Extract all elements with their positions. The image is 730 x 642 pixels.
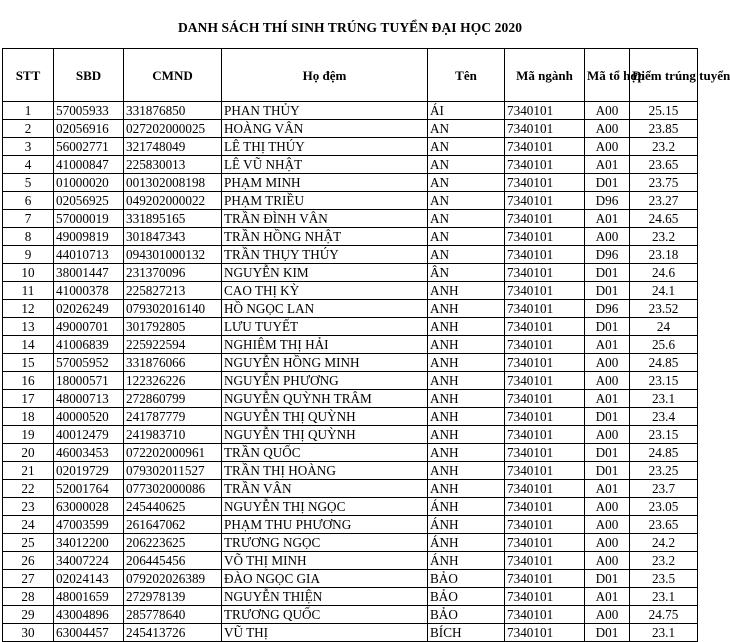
cell-cmnd: 231370096 <box>124 264 222 282</box>
cell-ma-nganh: 7340101 <box>505 174 585 192</box>
cell-ho-dem: PHẠM MINH <box>222 174 428 192</box>
cell-ho-dem: TRẦN ĐÌNH VÂN <box>222 210 428 228</box>
cell-ho-dem: NGHIÊM THỊ HẢI <box>222 336 428 354</box>
cell-sbd: 63000028 <box>54 498 124 516</box>
header-sbd: SBD <box>54 49 124 102</box>
cell-ten: ANH <box>428 336 505 354</box>
cell-ten: AN <box>428 138 505 156</box>
table-row <box>3 102 698 120</box>
table-row <box>3 174 698 192</box>
cell-stt: 8 <box>3 228 54 246</box>
cell-ho-dem: VÕ THỊ MINH <box>222 552 428 570</box>
header-stt: STT <box>3 49 54 102</box>
cell-stt: 17 <box>3 390 54 408</box>
cell-sbd: 02024143 <box>54 570 124 588</box>
cell-stt: 7 <box>3 210 54 228</box>
cell-diem: 23.5 <box>630 570 698 588</box>
cell-ma-nganh: 7340101 <box>505 390 585 408</box>
cell-cmnd: 301847343 <box>124 228 222 246</box>
cell-sbd: 52001764 <box>54 480 124 498</box>
table-row <box>3 120 698 138</box>
cell-ho-dem: NGUYỄN HỒNG MINH <box>222 354 428 372</box>
cell-stt: 2 <box>3 120 54 138</box>
table-row <box>3 354 698 372</box>
cell-to-hop: A00 <box>585 516 630 534</box>
cell-cmnd: 241787779 <box>124 408 222 426</box>
cell-diem: 23.85 <box>630 120 698 138</box>
cell-to-hop: A00 <box>585 372 630 390</box>
cell-diem: 23.2 <box>630 138 698 156</box>
cell-ma-nganh: 7340101 <box>505 588 585 606</box>
cell-diem: 23.2 <box>630 228 698 246</box>
cell-stt: 19 <box>3 426 54 444</box>
cell-stt: 25 <box>3 534 54 552</box>
cell-diem: 24.85 <box>630 444 698 462</box>
cell-ma-nganh: 7340101 <box>505 102 585 120</box>
cell-diem: 23.25 <box>630 462 698 480</box>
cell-to-hop: D96 <box>585 192 630 210</box>
cell-cmnd: 285778640 <box>124 606 222 624</box>
cell-ma-nganh: 7340101 <box>505 192 585 210</box>
cell-diem: 23.75 <box>630 174 698 192</box>
cell-ho-dem: HỒ NGỌC LAN <box>222 300 428 318</box>
cell-sbd: 34007224 <box>54 552 124 570</box>
cell-stt: 29 <box>3 606 54 624</box>
cell-ten: ANH <box>428 408 505 426</box>
cell-ma-nganh: 7340101 <box>505 282 585 300</box>
cell-ma-nganh: 7340101 <box>505 300 585 318</box>
cell-sbd: 18000571 <box>54 372 124 390</box>
cell-diem: 24.85 <box>630 354 698 372</box>
cell-ten: ÁI <box>428 102 505 120</box>
cell-ma-nganh: 7340101 <box>505 624 585 642</box>
cell-sbd: 02056925 <box>54 192 124 210</box>
cell-ten: ANH <box>428 426 505 444</box>
table-row <box>3 516 698 534</box>
cell-ma-nganh: 7340101 <box>505 552 585 570</box>
cell-ten: AN <box>428 174 505 192</box>
cell-cmnd: 027202000025 <box>124 120 222 138</box>
cell-ten: AN <box>428 210 505 228</box>
cell-ho-dem: TRẦN QUỐC <box>222 444 428 462</box>
cell-stt: 30 <box>3 624 54 642</box>
cell-to-hop: A00 <box>585 534 630 552</box>
cell-sbd: 56002771 <box>54 138 124 156</box>
cell-to-hop: A01 <box>585 390 630 408</box>
cell-ma-nganh: 7340101 <box>505 318 585 336</box>
cell-stt: 6 <box>3 192 54 210</box>
cell-diem: 23.1 <box>630 390 698 408</box>
table-row <box>3 444 698 462</box>
cell-to-hop: D96 <box>585 300 630 318</box>
cell-ho-dem: ĐÀO NGỌC GIA <box>222 570 428 588</box>
cell-ho-dem: NGUYỄN THỊ QUỲNH <box>222 408 428 426</box>
cell-diem: 24 <box>630 318 698 336</box>
cell-ten: AN <box>428 156 505 174</box>
cell-sbd: 02026249 <box>54 300 124 318</box>
table-row <box>3 534 698 552</box>
cell-cmnd: 331876066 <box>124 354 222 372</box>
cell-sbd: 48000713 <box>54 390 124 408</box>
cell-to-hop: D01 <box>585 408 630 426</box>
cell-cmnd: 206445456 <box>124 552 222 570</box>
cell-sbd: 47003599 <box>54 516 124 534</box>
cell-ten: ANH <box>428 300 505 318</box>
cell-to-hop: A00 <box>585 228 630 246</box>
cell-ho-dem: TRẦN VÂN <box>222 480 428 498</box>
cell-ten: AN <box>428 120 505 138</box>
cell-stt: 18 <box>3 408 54 426</box>
table-row <box>3 408 698 426</box>
table-row <box>3 192 698 210</box>
cell-ten: ANH <box>428 390 505 408</box>
cell-cmnd: 001302008198 <box>124 174 222 192</box>
cell-diem: 24.2 <box>630 534 698 552</box>
cell-ho-dem: NGUYỄN KIM <box>222 264 428 282</box>
table-row <box>3 606 698 624</box>
cell-sbd: 63004457 <box>54 624 124 642</box>
cell-to-hop: A00 <box>585 354 630 372</box>
cell-sbd: 48001659 <box>54 588 124 606</box>
cell-cmnd: 245413726 <box>124 624 222 642</box>
table-row <box>3 228 698 246</box>
cell-ma-nganh: 7340101 <box>505 570 585 588</box>
cell-diem: 25.6 <box>630 336 698 354</box>
cell-ten: ANH <box>428 462 505 480</box>
cell-cmnd: 049202000022 <box>124 192 222 210</box>
cell-to-hop: A01 <box>585 210 630 228</box>
cell-sbd: 44010713 <box>54 246 124 264</box>
cell-diem: 23.15 <box>630 426 698 444</box>
cell-cmnd: 206223625 <box>124 534 222 552</box>
admission-results-table <box>2 48 730 642</box>
cell-cmnd: 225827213 <box>124 282 222 300</box>
cell-ten: AN <box>428 246 505 264</box>
cell-to-hop: D01 <box>585 264 630 282</box>
cell-to-hop: A00 <box>585 552 630 570</box>
cell-ten: ANH <box>428 372 505 390</box>
cell-sbd: 57000019 <box>54 210 124 228</box>
cell-sbd: 40012479 <box>54 426 124 444</box>
cell-diem: 24.65 <box>630 210 698 228</box>
header-ma-nganh: Mã ngành <box>505 49 585 102</box>
cell-ten: ANH <box>428 318 505 336</box>
cell-ho-dem: NGUYỄN PHƯƠNG <box>222 372 428 390</box>
cell-to-hop: D96 <box>585 246 630 264</box>
cell-diem: 23.1 <box>630 624 698 642</box>
cell-stt: 23 <box>3 498 54 516</box>
table-row <box>3 552 698 570</box>
cell-ten: ANH <box>428 282 505 300</box>
cell-stt: 27 <box>3 570 54 588</box>
cell-cmnd: 245440625 <box>124 498 222 516</box>
cell-stt: 16 <box>3 372 54 390</box>
cell-stt: 14 <box>3 336 54 354</box>
cell-sbd: 41000378 <box>54 282 124 300</box>
cell-ho-dem: NGUYỄN THỊ NGỌC <box>222 498 428 516</box>
cell-cmnd: 241983710 <box>124 426 222 444</box>
cell-ten: ÁNH <box>428 552 505 570</box>
cell-ten: BÍCH <box>428 624 505 642</box>
cell-ma-nganh: 7340101 <box>505 480 585 498</box>
cell-ma-nganh: 7340101 <box>505 120 585 138</box>
cell-ma-nganh: 7340101 <box>505 354 585 372</box>
table-row <box>3 390 698 408</box>
cell-stt: 3 <box>3 138 54 156</box>
cell-ten: ANH <box>428 354 505 372</box>
cell-cmnd: 079202026389 <box>124 570 222 588</box>
cell-cmnd: 261647062 <box>124 516 222 534</box>
cell-to-hop: D01 <box>585 570 630 588</box>
table-row <box>3 336 698 354</box>
cell-ma-nganh: 7340101 <box>505 156 585 174</box>
cell-to-hop: D01 <box>585 318 630 336</box>
cell-ho-dem: PHAN THỦY <box>222 102 428 120</box>
cell-diem: 23.65 <box>630 156 698 174</box>
cell-cmnd: 072202000961 <box>124 444 222 462</box>
cell-to-hop: A00 <box>585 120 630 138</box>
cell-stt: 24 <box>3 516 54 534</box>
table-body <box>3 102 698 642</box>
cell-diem: 23.18 <box>630 246 698 264</box>
cell-to-hop: A01 <box>585 156 630 174</box>
cell-ho-dem: LƯU TUYẾT <box>222 318 428 336</box>
cell-cmnd: 122326226 <box>124 372 222 390</box>
cell-sbd: 49009819 <box>54 228 124 246</box>
table-row <box>3 588 698 606</box>
cell-cmnd: 301792805 <box>124 318 222 336</box>
cell-stt: 10 <box>3 264 54 282</box>
cell-stt: 13 <box>3 318 54 336</box>
cell-diem: 23.4 <box>630 408 698 426</box>
cell-cmnd: 272978139 <box>124 588 222 606</box>
table-row <box>3 624 698 642</box>
cell-sbd: 57005933 <box>54 102 124 120</box>
table-row <box>3 246 698 264</box>
cell-diem: 25.15 <box>630 102 698 120</box>
cell-ho-dem: VŨ THỊ <box>222 624 428 642</box>
header-cmnd: CMND <box>124 49 222 102</box>
cell-cmnd: 331876850 <box>124 102 222 120</box>
cell-to-hop: A01 <box>585 588 630 606</box>
cell-cmnd: 272860799 <box>124 390 222 408</box>
cell-ten: ÁNH <box>428 534 505 552</box>
cell-ho-dem: TRẦN THỊ HOÀNG <box>222 462 428 480</box>
cell-ten: BẢO <box>428 606 505 624</box>
cell-ma-nganh: 7340101 <box>505 606 585 624</box>
cell-ma-nganh: 7340101 <box>505 336 585 354</box>
cell-to-hop: A00 <box>585 102 630 120</box>
cell-ten: ANH <box>428 444 505 462</box>
cell-sbd: 40000520 <box>54 408 124 426</box>
header-diem: Điểm trúng tuyển <box>630 49 698 102</box>
cell-to-hop: A00 <box>585 498 630 516</box>
cell-ma-nganh: 7340101 <box>505 228 585 246</box>
table-row <box>3 462 698 480</box>
cell-diem: 23.65 <box>630 516 698 534</box>
cell-diem: 24.6 <box>630 264 698 282</box>
cell-diem: 23.2 <box>630 552 698 570</box>
cell-sbd: 41006839 <box>54 336 124 354</box>
cell-stt: 26 <box>3 552 54 570</box>
cell-to-hop: A00 <box>585 606 630 624</box>
table-row <box>3 480 698 498</box>
table-row <box>3 498 698 516</box>
table-row <box>3 138 698 156</box>
cell-to-hop: D01 <box>585 462 630 480</box>
cell-ho-dem: PHẠM TRIỀU <box>222 192 428 210</box>
table-row <box>3 426 698 444</box>
cell-stt: 22 <box>3 480 54 498</box>
cell-sbd: 43004896 <box>54 606 124 624</box>
cell-stt: 12 <box>3 300 54 318</box>
cell-ho-dem: NGUYỄN THỊ QUỲNH <box>222 426 428 444</box>
cell-diem: 23.52 <box>630 300 698 318</box>
cell-ten: BẢO <box>428 588 505 606</box>
header-ma-to-hop: Mã tổ hợp <box>585 49 630 102</box>
cell-ma-nganh: 7340101 <box>505 426 585 444</box>
cell-ho-dem: TRẦN THỤY THÚY <box>222 246 428 264</box>
cell-ten: BẢO <box>428 570 505 588</box>
cell-ho-dem: LÊ VŨ NHẬT <box>222 156 428 174</box>
cell-stt: 11 <box>3 282 54 300</box>
cell-diem: 23.05 <box>630 498 698 516</box>
cell-ten: ÁNH <box>428 498 505 516</box>
table-row <box>3 318 698 336</box>
table-row <box>3 264 698 282</box>
table-row <box>3 300 698 318</box>
cell-sbd: 01000020 <box>54 174 124 192</box>
cell-diem: 23.27 <box>630 192 698 210</box>
cell-stt: 4 <box>3 156 54 174</box>
table-row <box>3 570 698 588</box>
cell-cmnd: 077302000086 <box>124 480 222 498</box>
cell-diem: 23.7 <box>630 480 698 498</box>
cell-sbd: 46003453 <box>54 444 124 462</box>
cell-to-hop: A01 <box>585 480 630 498</box>
cell-ma-nganh: 7340101 <box>505 372 585 390</box>
cell-to-hop: D01 <box>585 282 630 300</box>
cell-sbd: 38001447 <box>54 264 124 282</box>
table-row <box>3 156 698 174</box>
cell-ma-nganh: 7340101 <box>505 534 585 552</box>
cell-ma-nganh: 7340101 <box>505 498 585 516</box>
cell-ma-nganh: 7340101 <box>505 210 585 228</box>
cell-stt: 5 <box>3 174 54 192</box>
cell-sbd: 34012200 <box>54 534 124 552</box>
table-row <box>3 372 698 390</box>
cell-to-hop: D01 <box>585 444 630 462</box>
cell-diem: 23.1 <box>630 588 698 606</box>
cell-diem: 24.75 <box>630 606 698 624</box>
cell-ho-dem: TRƯƠNG NGỌC <box>222 534 428 552</box>
cell-sbd: 41000847 <box>54 156 124 174</box>
cell-to-hop: D01 <box>585 624 630 642</box>
cell-ten: AN <box>428 192 505 210</box>
cell-sbd: 02056916 <box>54 120 124 138</box>
cell-ho-dem: NGUYỄN THIỆN <box>222 588 428 606</box>
cell-cmnd: 321748049 <box>124 138 222 156</box>
cell-ma-nganh: 7340101 <box>505 264 585 282</box>
cell-ten: AN <box>428 228 505 246</box>
cell-stt: 15 <box>3 354 54 372</box>
table-row <box>3 282 698 300</box>
header-ten: Tên <box>428 49 505 102</box>
cell-ho-dem: PHẠM THU PHƯƠNG <box>222 516 428 534</box>
cell-to-hop: A01 <box>585 336 630 354</box>
cell-to-hop: A00 <box>585 426 630 444</box>
cell-cmnd: 094301000132 <box>124 246 222 264</box>
document-title: DANH SÁCH THÍ SINH TRÚNG TUYỂN ĐẠI HỌC 2020 <box>177 20 523 35</box>
cell-stt: 21 <box>3 462 54 480</box>
cell-ten: ÂN <box>428 264 505 282</box>
cell-stt: 20 <box>3 444 54 462</box>
cell-stt: 9 <box>3 246 54 264</box>
table-header-row <box>3 49 698 102</box>
cell-ma-nganh: 7340101 <box>505 408 585 426</box>
table-row <box>3 210 698 228</box>
cell-to-hop: D01 <box>585 174 630 192</box>
cell-cmnd: 225922594 <box>124 336 222 354</box>
cell-ten: ANH <box>428 480 505 498</box>
cell-ho-dem: CAO THỊ KỲ <box>222 282 428 300</box>
cell-sbd: 02019729 <box>54 462 124 480</box>
cell-cmnd: 079302016140 <box>124 300 222 318</box>
cell-stt: 28 <box>3 588 54 606</box>
cell-stt: 1 <box>3 102 54 120</box>
header-ho-dem: Họ đệm <box>222 49 428 102</box>
cell-ma-nganh: 7340101 <box>505 138 585 156</box>
cell-ho-dem: TRƯƠNG QUỐC <box>222 606 428 624</box>
cell-to-hop: A00 <box>585 138 630 156</box>
cell-diem: 24.1 <box>630 282 698 300</box>
cell-ho-dem: HOÀNG VÂN <box>222 120 428 138</box>
cell-ho-dem: LÊ THỊ THÚY <box>222 138 428 156</box>
cell-ho-dem: TRẦN HỒNG NHẬT <box>222 228 428 246</box>
cell-ho-dem: NGUYỄN QUỲNH TRÂM <box>222 390 428 408</box>
cell-ten: ÁNH <box>428 516 505 534</box>
cell-cmnd: 079302011527 <box>124 462 222 480</box>
cell-ma-nganh: 7340101 <box>505 516 585 534</box>
cell-diem: 23.15 <box>630 372 698 390</box>
cell-ma-nganh: 7340101 <box>505 462 585 480</box>
cell-sbd: 57005952 <box>54 354 124 372</box>
cell-ma-nganh: 7340101 <box>505 246 585 264</box>
cell-ma-nganh: 7340101 <box>505 444 585 462</box>
cell-cmnd: 225830013 <box>124 156 222 174</box>
cell-cmnd: 331895165 <box>124 210 222 228</box>
cell-sbd: 49000701 <box>54 318 124 336</box>
